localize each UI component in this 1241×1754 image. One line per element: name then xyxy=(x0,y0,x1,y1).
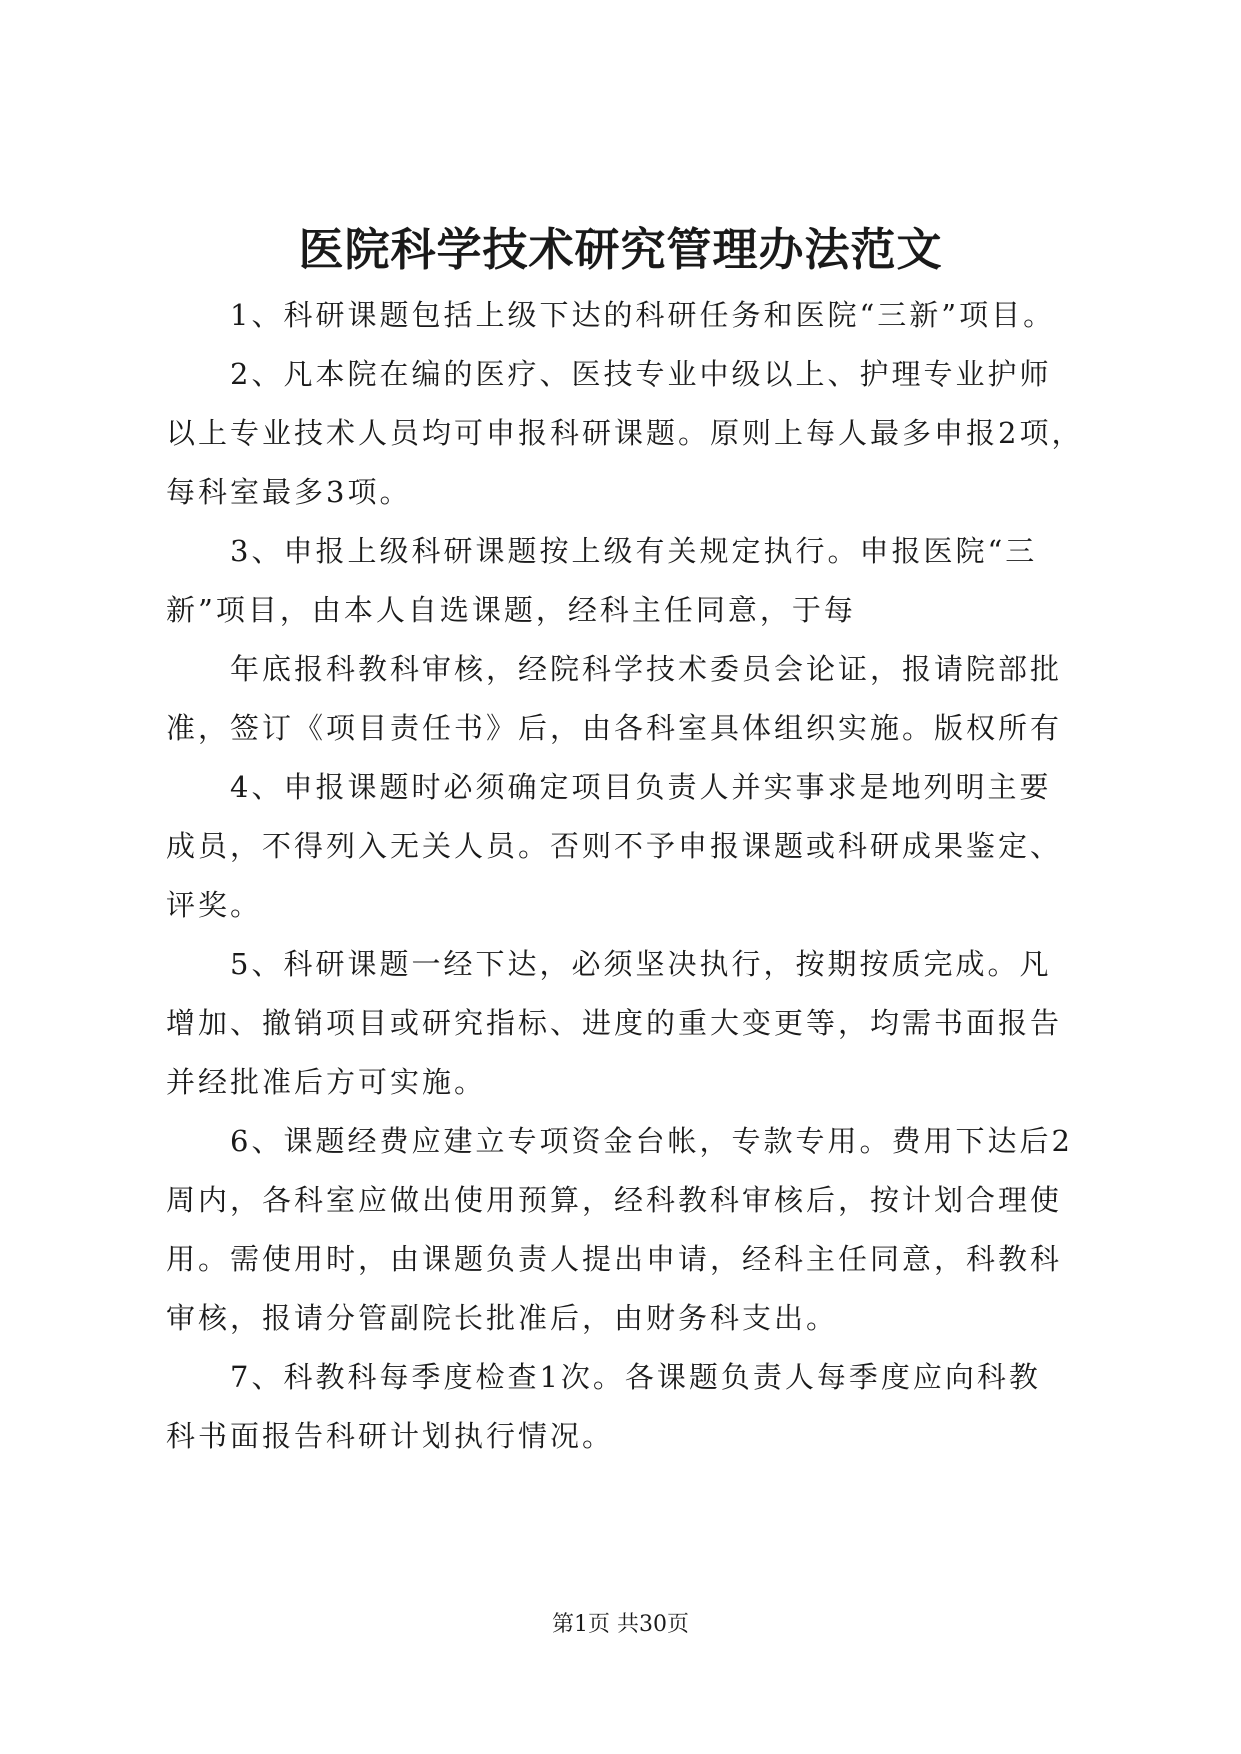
text-line: 周内，各科室应做出使用预算，经科教科审核后，按计划合理使 xyxy=(166,1183,1063,1217)
text-line: 科书面报告科研计划执行情况。 xyxy=(166,1419,615,1453)
text-line: 以上专业技术人员均可申报科研课题。原则上每人最多申报2项， xyxy=(166,416,1084,450)
text-line: 新”项目，由本人自选课题，经科主任同意，于每 xyxy=(166,593,856,627)
text-line: 每科室最多3项。 xyxy=(166,475,412,509)
text-line: 2、凡本院在编的医疗、医技专业中级以上、护理专业护师 xyxy=(230,357,1052,391)
text-line: 成员，不得列入无关人员。否则不予申报课题或科研成果鉴定、 xyxy=(166,829,1063,863)
text-line: 并经批准后方可实施。 xyxy=(166,1065,487,1099)
text-line: 用。需使用时，由课题负责人提出申请，经科主任同意，科教科 xyxy=(166,1242,1063,1276)
text-line: 1、科研课题包括上级下达的科研任务和医院“三新”项目。 xyxy=(230,298,1056,332)
text-line: 评奖。 xyxy=(166,888,263,922)
text-line: 3、申报上级科研课题按上级有关规定执行。申报医院“三 xyxy=(230,534,1038,568)
text-line: 4、申报课题时必须确定项目负责人并实事求是地列明主要 xyxy=(230,770,1052,804)
text-line: 准，签订《项目责任书》后，由各科室具体组织实施。版权所有 xyxy=(166,711,1063,745)
text-line: 增加、撤销项目或研究指标、进度的重大变更等，均需书面报告 xyxy=(166,1006,1063,1040)
document-title: 医院科学技术研究管理办法范文 xyxy=(298,223,943,276)
text-line: 6、课题经费应建立专项资金台帐，专款专用。费用下达后2 xyxy=(230,1124,1073,1158)
text-line: 审核，报请分管副院长批准后，由财务科支出。 xyxy=(166,1301,839,1335)
text-line: 5、科研课题一经下达，必须坚决执行，按期按质完成。凡 xyxy=(230,947,1052,981)
text-line: 7、科教科每季度检查1次。各课题负责人每季度应向科教 xyxy=(230,1360,1041,1394)
text-line: 年底报科教科审核，经院科学技术委员会论证，报请院部批 xyxy=(230,652,1063,686)
document-body xyxy=(166,286,1086,1466)
page-footer: 第1页 共30页 xyxy=(552,1612,689,1637)
